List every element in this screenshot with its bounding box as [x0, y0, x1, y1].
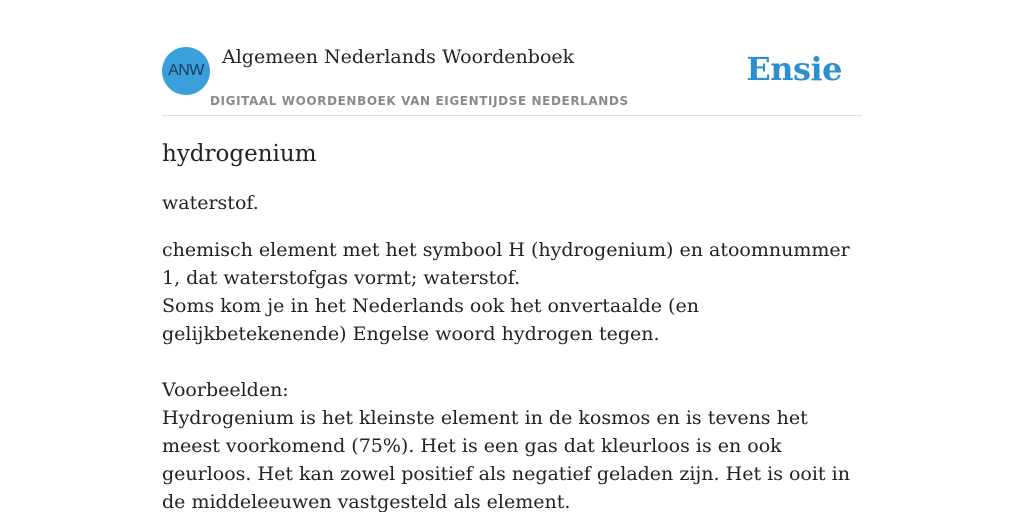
site-title[interactable]: Algemeen Nederlands Woordenboek [222, 46, 575, 68]
entry-short-definition: waterstof. [162, 192, 259, 214]
site-header [162, 46, 862, 116]
anw-logo[interactable]: ANW [162, 47, 210, 95]
header-divider [162, 115, 862, 116]
entry-content [162, 138, 862, 512]
ensie-brand-logo[interactable]: Ensie [746, 50, 842, 88]
entry-headword: hydrogenium [162, 141, 317, 167]
entry-long-definition: chemisch element met het symbool H (hydrogenium) en atoomnummer 1, dat waterstofgas vormt; waterstof. Soms kom je in het Nederlands ook het onvertaalde (en gelijkbetekenende) Engelse woord hydrogen tegen. Voorbeelden: Hydrogenium is het kleinste element in de kosmos en is tevens het meest voorkomend (75%). Het is een gas dat kleurloos is en ook geurloos. Het kan zowel positief als negatief geladen zijn. Het is ooit in de middeleeuwen vastgesteld als element. [162, 239, 850, 512]
site-subtitle: DIGITAAL WOORDENBOEK VAN EIGENTIJDSE NEDERLANDS [210, 94, 629, 108]
